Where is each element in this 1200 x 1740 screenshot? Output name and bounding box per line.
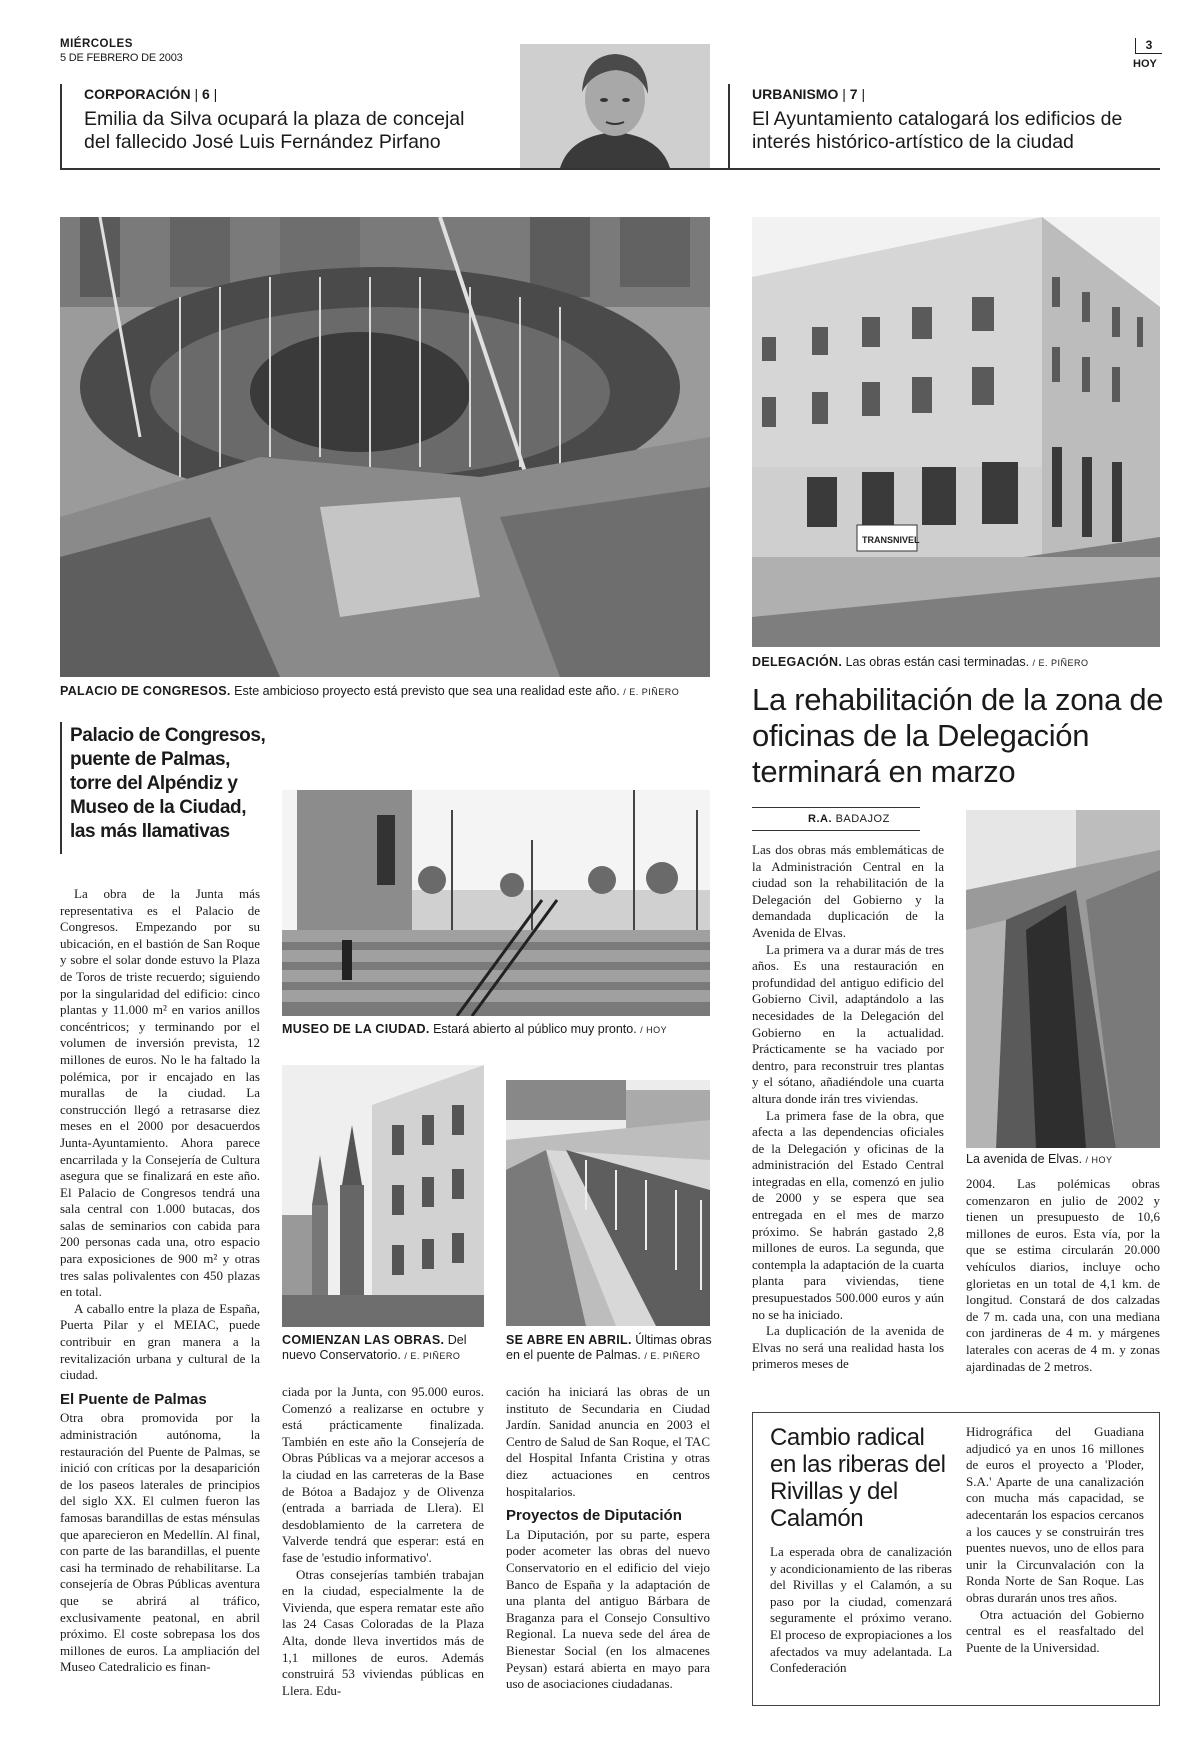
conservatorio-photo	[282, 1065, 484, 1327]
paragraph: 2004. Las polémicas obras comenzaron en julio de 2002 y tienen un presupuesto de 10,6 millones de euros. Esta vía, por la que se estima circularán 20.000 vehículos diarios, incluye ocho glorietas en un total de 4,1 km. de longitud. Constará de dos calzadas de 7 m. cada una, con una mediana con jardineras de 4 m. y márgenes laterales con aceras de 4 m. y zonas ajardinadas de 2 metros.	[966, 1176, 1160, 1374]
right-headline[interactable]: La rehabilitación de la zona de oficinas de la Delegación terminará en marzo	[752, 682, 1164, 789]
left-headline[interactable]: Palacio de Congresos, puente de Palmas, torre del Alpéndiz y Museo de la Ciudad, las más llamativas	[70, 725, 266, 842]
byline-place: BADAJOZ	[835, 813, 890, 825]
teaser-section: CORPORACIÓN	[84, 86, 191, 102]
teaser-section: URBANISMO	[752, 86, 839, 102]
header-rule	[60, 168, 1160, 170]
elvas-caption	[966, 1152, 1166, 1168]
right-byline	[808, 813, 890, 825]
paragraph: Otras consejerías también trabajan en la ciudad, especialmente la de Vivienda, que espera rematar este año las 24 Casas Coloradas de la Plaza Alta, donde lleva invertidos más de 1,1 millones de euros. Además construirá 53 viviendas públicas en Llera. Edu-	[282, 1566, 484, 1698]
caption-text: Del nuevo Conservatorio.	[282, 1333, 467, 1362]
caption-text: Estará abierto al público muy pronto.	[433, 1022, 637, 1036]
transnivel-sign: TRANSNIVEL	[862, 535, 920, 545]
left-article-col3	[506, 1384, 710, 1693]
caption-label: SE ABRE EN ABRIL.	[506, 1333, 632, 1347]
paragraph: Otra obra promovida por la administración autónoma, la restauración del Puente de Palmas, se inició con críticas por la desaparición de los paseos laterales de principios del siglo XX. El culmen fueron las famosas barandillas de estas ménsulas que aparecieron en Medellín. Al final, con parte de las barandillas, el puente casi ha terminado de rehabilitarse. La consejería de Obras Públicas aventura que se abrirá al tráfico, exclusivamente peatonal, en abril próximo. El coste sobrepasa los dos millones de euros. La ampliación del Museo Catedralicio es finan-	[60, 1410, 260, 1675]
caption-label: COMIENZAN LAS OBRAS.	[282, 1333, 445, 1347]
paragraph: La duplicación de la avenida de Elvas no será una realidad hasta los primeros meses de	[752, 1323, 944, 1372]
caption-text: La avenida de Elvas.	[966, 1152, 1083, 1166]
left-article-col1	[60, 886, 260, 1676]
caption-label: PALACIO DE CONGRESOS.	[60, 684, 231, 698]
byline-rule-left	[752, 807, 920, 808]
teaser-corporacion: CORPORACIÓN | 6 |	[84, 86, 218, 102]
delegacion-photo	[752, 217, 1160, 647]
subhead-diputacion: Proyectos de Diputación	[506, 1507, 682, 1525]
caption-credit: / HOY	[640, 1025, 668, 1035]
palacio-caption	[60, 684, 720, 700]
puente-caption	[506, 1333, 716, 1364]
teaser-page: 6	[201, 86, 210, 102]
caption-credit: / E. PIÑERO	[404, 1351, 461, 1361]
caption-label: DELEGACIÓN.	[752, 655, 843, 669]
caption-label: MUSEO DE LA CIUDAD.	[282, 1022, 430, 1036]
paragraph: La obra de la Junta más representativa es el Palacio de Congresos. Empezando por su ubicación, en el bastión de San Roque y sobre el solar donde estuvo la Plaza de Toros de triste recuerdo; siguiendo por la singularidad del edificio: cinco plantas y 11.000 m² en varios anillos concéntricos; y terminando por el volumen de inversión prevista, 12 millones de euros. No le ha faltado la polémica, por ir encajado en las murallas de la ciudad. La construcción llegó a retrasarse diez meses en el 2000 por desacuerdos Junta-Ayuntamiento. Ahora parece encarrilada y la Consejería de Cultura asegura que se finalizará en este año. El Palacio de Congresos tendrá una sala central con 1.000 butacas, dos salas de seminarios con cabida para 200 personas cada una, otro espacio para exposiciones de 900 m² y otras tres salas polivalentes con 450 plazas en total.	[60, 886, 260, 1300]
paragraph: cación ha iniciará las obras de un instituto de Secundaria en Ciudad Jardín. Sanidad anuncia en 2003 el Centro de Salud de San Roque, el TAC del Hospital Infanta Cristina y otras diez actuaciones en centros hospitalarios.	[506, 1384, 710, 1499]
portrait-photo	[520, 44, 710, 168]
byline-author: R.A.	[808, 813, 832, 825]
elvas-photo	[966, 810, 1160, 1148]
right-article-col2	[966, 1176, 1160, 1375]
caption-text: Las obras están casi terminadas.	[845, 655, 1030, 669]
caption-text: Este ambicioso proyecto está previsto que sea una realidad este año.	[234, 684, 620, 698]
paragraph: La Diputación, por su parte, espera poder acometer las obras del nuevo Conservatorio en el edificio del viejo Banco de España y la adaptación de una planta del antiguo Bárbara de Braganza para el Consejo Consultivo Regional. La nueva sede del área de Bienestar Social (en los almacenes Peysan) estará abierta en mayo para uso de asociaciones ciudadanas.	[506, 1526, 710, 1692]
puente-photo	[506, 1080, 710, 1326]
page-number: 3	[1135, 38, 1162, 54]
subhead-puente: El Puente de Palmas	[60, 1390, 207, 1408]
caption-credit: / E. PIÑERO	[644, 1351, 701, 1361]
paragraph: Hidrográfica del Guadiana adjudicó ya en unos 16 millones de euros el proyecto a 'Ploder, S.A.' Aparte de una canalización con mucha más capacidad, se adecentarán los espacios cercanos a los cauces y se construirán tres puentes nuevos, uno de ellos para unir la Circunvalación con la Ronda Norte de San Roque. Las obras durarán unos tres años.	[966, 1424, 1144, 1605]
teaser-page: 7	[849, 86, 858, 102]
caption-credit: / E. PIÑERO	[1032, 658, 1089, 668]
paragraph: La esperada obra de canalización y acondicionamiento de las riberas del Rivillas y el Calamón, a su paso por la ciudad, comenzará seguramente el próximo verano. El proceso de expropiaciones a los afectados va muy adelantada. La Confederación	[770, 1544, 952, 1676]
teaser-text[interactable]: El Ayuntamiento catalogará los edificios de interés histórico-artístico de la ciudad	[752, 108, 1123, 153]
teaser-urbanismo: URBANISMO | 7 |	[752, 86, 866, 102]
paragraph: ciada por la Junta, con 95.000 euros. Comenzó a realizarse en octubre y está prácticamente finalizada. También en este año la Consejería de Obras Públicas va a mejorar accesos a la ciudad en las carreteras de la Base de Bótoa a Badajoz y de Olivenza (entrada a barriada de Llera). El desdoblamiento de la carretera de Valverde tendrá que esperar: está en fase de 'estudio informativo'.	[282, 1384, 484, 1565]
box-col1	[770, 1544, 952, 1677]
header-date: 5 DE FEBRERO DE 2003	[60, 52, 183, 64]
museo-photo	[282, 790, 710, 1016]
paragraph: A caballo entre la plaza de España, Puerta Pilar y el MEIAC, puede contribuir en gran manera a la revitalización urbana y cultural de la ciudad.	[60, 1300, 260, 1383]
newspaper-name: HOY	[1133, 58, 1157, 70]
paragraph: Las dos obras más emblemáticas de la Administración Central en la ciudad son la rehabilitación de la Delegación del Gobierno y la demandada duplicación de la Avenida de Elvas.	[752, 842, 944, 940]
right-article-col1	[752, 842, 944, 1373]
headline-rule	[60, 722, 62, 854]
paragraph: La primera fase de la obra, que afecta a las dependencias oficiales de la Delegación y oficinas de la administración del Estado Central integradas en ella, comenzó en julio de 2000 y se espera que sea entregada en el mes de marzo próximo. Se habrán gastado 2,8 millones de euros. La segunda, que contempla la adaptación de la cuarta planta para viviendas, tiene presupuestados 500.000 euros y aún no se ha iniciado.	[752, 1107, 944, 1322]
teaser-rule-right	[728, 84, 730, 168]
box-col2	[966, 1424, 1144, 1656]
header-day: MIÉRCOLES	[60, 38, 133, 50]
byline-rule-bottom	[752, 830, 920, 831]
museo-caption	[282, 1022, 712, 1038]
teaser-rule-left	[60, 84, 62, 168]
paragraph: Otra actuación del Gobierno central es el reasfaltado del Puente de la Universidad.	[966, 1606, 1144, 1655]
left-article-col2	[282, 1384, 484, 1699]
conservatorio-caption	[282, 1333, 487, 1364]
box-headline[interactable]: Cambio radical en las riberas del Rivillas y del Calamón	[770, 1424, 946, 1532]
palacio-photo	[60, 217, 710, 677]
delegacion-caption	[752, 655, 1172, 671]
teaser-text[interactable]: Emilia da Silva ocupará la plaza de concejal del fallecido José Luis Fernández Pirfano	[84, 108, 465, 153]
caption-text: Últimas obras en el puente de Palmas.	[506, 1333, 712, 1362]
caption-credit: / E. PIÑERO	[623, 687, 680, 697]
caption-credit: / HOY	[1085, 1155, 1113, 1165]
paragraph: La primera va a durar más de tres años. Es una restauración en profundidad del antiguo edificio del Gobierno Civil, adaptándolo a las necesidades de la Delegación del Gobierno en la actualidad. Prácticamente se ha vaciado por dentro, para reconstruir tres plantas y el sótano, añadiéndole una cuarta altura donde irán tres viviendas.	[752, 941, 944, 1106]
